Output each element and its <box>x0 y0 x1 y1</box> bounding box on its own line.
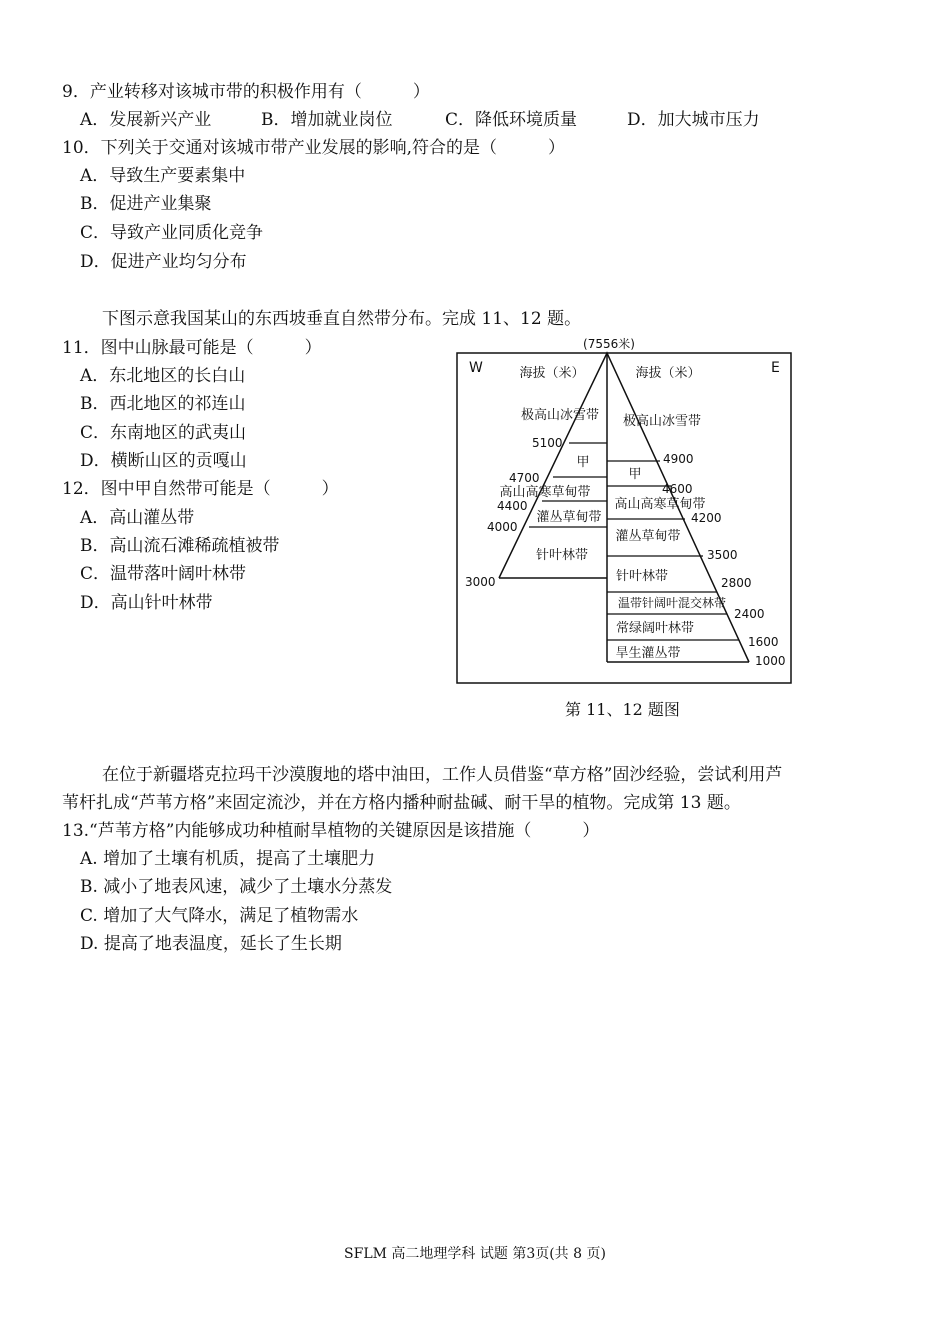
q11-stem: 11．图中山脉最可能是（ ） <box>62 338 322 358</box>
q11-option-a: A．东北地区的长白山 <box>80 366 246 386</box>
east-elev-4600: 4600 <box>662 482 693 496</box>
q12-stem: 12．图中甲自然带可能是（ ） <box>62 479 339 499</box>
east-label: E <box>771 360 780 376</box>
east-zone-xeric-shrub: 旱生灌丛带 <box>615 646 681 661</box>
vertical-zone-diagram <box>455 336 795 688</box>
west-zone-alpine-meadow: 高山高寒草甸带 <box>499 485 591 500</box>
q12-option-d: D．高山针叶林带 <box>80 593 213 613</box>
intro-13-line1: 在位于新疆塔克拉玛干沙漠腹地的塔中油田，工作人员借鉴“草方格”固沙经验，尝试利用芦 <box>102 765 783 785</box>
east-zone-evergreen: 常绿阔叶林带 <box>615 621 695 636</box>
east-elev-1600: 1600 <box>748 635 779 649</box>
q13-option-d: D. 提高了地表温度，延长了生长期 <box>80 934 342 954</box>
q13-option-c: C. 增加了大气降水，满足了植物需水 <box>80 906 359 926</box>
q9-options <box>80 108 760 132</box>
q12-option-b: B．高山流石滩稀疏植被带 <box>80 536 280 556</box>
west-zone-shrub-meadow: 灌丛草甸带 <box>536 510 602 525</box>
q9-stem: 9．产业转移对该城市带的积极作用有（ ） <box>62 82 430 102</box>
west-elev-4400: 4400 <box>497 499 528 513</box>
west-axis-title: 海拔（米） <box>519 366 585 381</box>
east-elev-2400: 2400 <box>734 607 765 621</box>
figure-caption: 第 11、12 题图 <box>565 700 680 719</box>
west-zone-ice-snow: 极高山冰雪带 <box>520 408 600 423</box>
q9-option-d: D．加大城市压力 <box>627 110 760 130</box>
east-zone-jia: 甲 <box>628 467 642 482</box>
intro-11-12: 下图示意我国某山的东西坡垂直自然带分布。完成 11、12 题。 <box>102 309 582 329</box>
east-axis-title: 海拔（米） <box>635 366 701 381</box>
q13-stem: 13.“芦苇方格”内能够成功种植耐旱植物的关键原因是该措施（ ） <box>62 821 600 841</box>
east-zone-shrub-meadow: 灌丛草甸带 <box>615 529 681 544</box>
east-zone-conifer: 针叶林带 <box>615 569 669 584</box>
q13-option-b: B. 减小了地表风速，减少了土壤水分蒸发 <box>80 877 393 897</box>
q11-option-c: C．东南地区的武夷山 <box>80 423 247 443</box>
page-footer: SFLM 高二地理学科 试题 第3页(共 8 页) <box>344 1246 606 1262</box>
west-zone-conifer: 针叶林带 <box>535 548 589 563</box>
west-zone-jia: 甲 <box>576 455 590 470</box>
q9-option-b: B．增加就业岗位 <box>261 110 393 130</box>
east-elev-3500: 3500 <box>707 548 738 562</box>
q10-option-b: B．促进产业集聚 <box>80 194 212 214</box>
q11-option-d: D．横断山区的贡嘎山 <box>80 451 247 471</box>
q12-option-a: A．高山灌丛带 <box>80 508 195 528</box>
q11-option-b: B．西北地区的祁连山 <box>80 394 246 414</box>
east-zone-alpine-meadow: 高山高寒草甸带 <box>614 497 706 512</box>
east-elev-4900: 4900 <box>663 452 694 466</box>
q12-option-c: C．温带落叶阔叶林带 <box>80 564 247 584</box>
intro-13-line2: 苇杆扎成“芦苇方格”来固定流沙，并在方格内播种耐盐碱、耐干旱的植物。完成第 13 题。 <box>62 793 741 813</box>
east-elev-4200: 4200 <box>691 511 722 525</box>
q10-stem: 10．下列关于交通对该城市带产业发展的影响,符合的是（ ） <box>62 138 566 158</box>
q10-option-a: A．导致生产要素集中 <box>80 166 246 186</box>
q9-option-a: A．发展新兴产业 <box>80 110 212 130</box>
east-elev-2800: 2800 <box>721 576 752 590</box>
east-zone-ice-snow: 极高山冰雪带 <box>622 414 702 429</box>
q10-option-d: D．促进产业均匀分布 <box>80 252 247 272</box>
west-elev-3000: 3000 <box>465 575 496 589</box>
q13-option-a: A. 增加了土壤有机质，提高了土壤肥力 <box>80 849 376 869</box>
west-label: W <box>469 360 483 376</box>
east-zone-mixed-forest: 温带针阔叶混交林带 <box>617 596 727 610</box>
west-elev-4700: 4700 <box>509 471 540 485</box>
west-elev-5100: 5100 <box>532 436 563 450</box>
west-elev-4000: 4000 <box>487 520 518 534</box>
east-elev-1000: 1000 <box>755 654 786 668</box>
q9-option-c: C．降低环境质量 <box>445 110 578 130</box>
peak-label: (7556米) <box>583 337 635 351</box>
q10-option-c: C．导致产业同质化竞争 <box>80 223 264 243</box>
